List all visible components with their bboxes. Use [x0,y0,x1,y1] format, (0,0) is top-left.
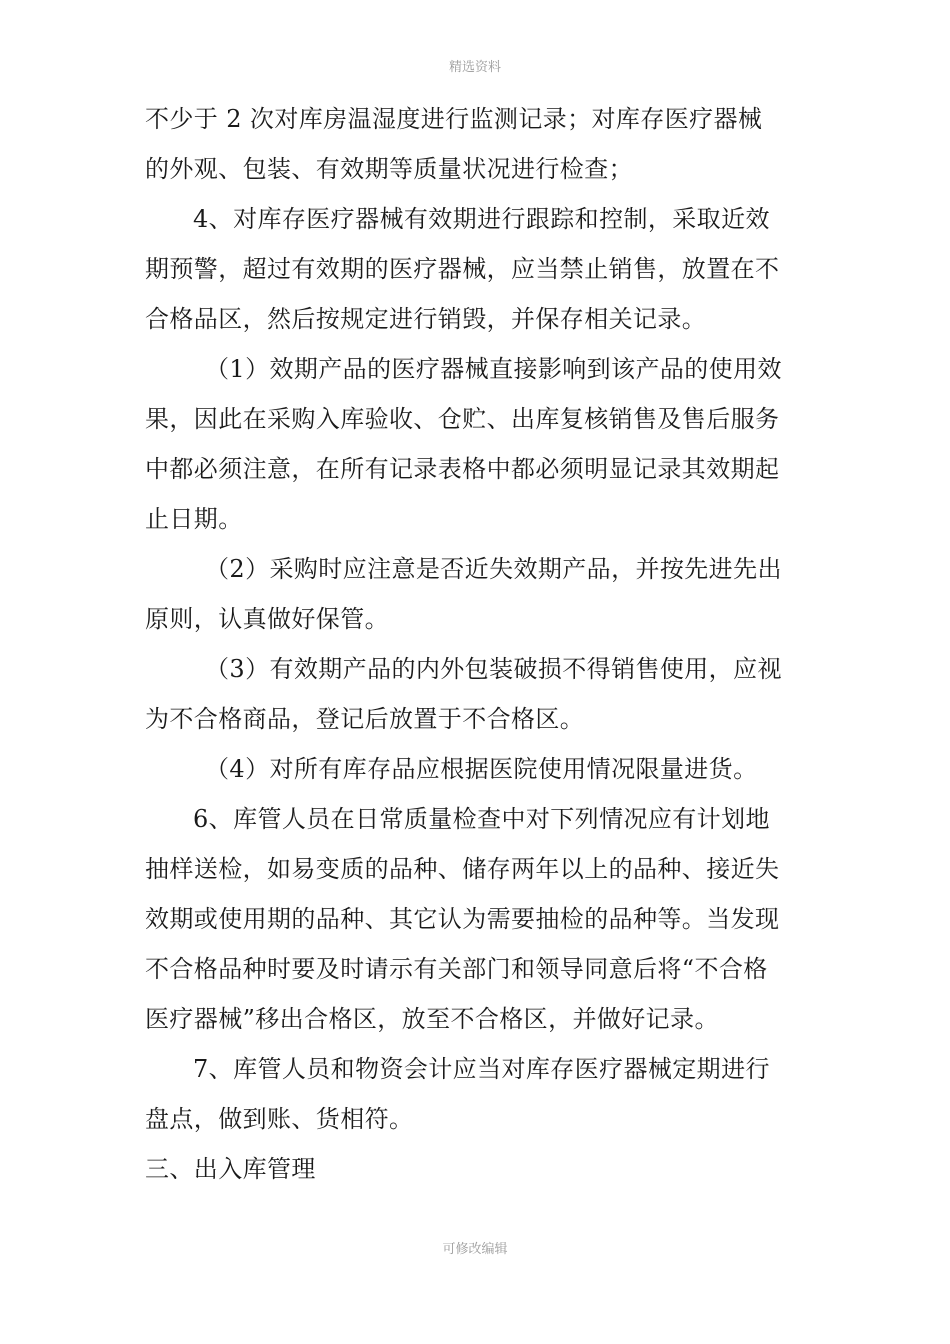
text-line: 盘点，做到账、货相符。 [145,1105,414,1133]
text-line: 止日期。 [145,505,243,533]
paragraph-6-start: 6、库管人员在日常质量检查中对下列情况应有计划地 [193,805,770,833]
item-4-start: （4）对所有库存品应根据医院使用情况限量进货。 [205,755,758,783]
text-line: 医疗器械”移出合格区，放至不合格区，并做好记录。 [145,1005,719,1033]
text-line: 为不合格商品，登记后放置于不合格区。 [145,705,585,733]
document-body [145,94,810,1194]
text-line: 不少于 2 次对库房温湿度进行监测记录；对库存医疗器械 [145,105,763,133]
page-footer: 可修改编辑 [442,1242,508,1257]
paragraph-7-start: 7、库管人员和物资会计应当对库存医疗器械定期进行 [193,1055,770,1083]
page-header: 精选资料 [448,60,501,75]
text-line: 中都必须注意，在所有记录表格中都必须明显记录其效期起 [145,455,780,483]
paragraph-4-start: 4、对库存医疗器械有效期进行跟踪和控制，采取近效 [193,205,770,233]
section-heading: 三、出入库管理 [145,1155,316,1183]
text-line: 期预警，超过有效期的医疗器械，应当禁止销售，放置在不 [145,255,780,283]
text-line: 的外观、包装、有效期等质量状况进行检查； [145,155,633,183]
text-line: 果，因此在采购入库验收、仓贮、出库复核销售及售后服务 [145,405,780,433]
text-line: 抽样送检，如易变质的品种、储存两年以上的品种、接近失 [145,855,780,883]
text-line: 原则，认真做好保管。 [145,605,389,633]
item-1-start: （1）效期产品的医疗器械直接影响到该产品的使用效 [205,355,782,383]
item-2-start: （2）采购时应注意是否近失效期产品，并按先进先出 [205,555,782,583]
text-line: 合格品区，然后按规定进行销毁，并保存相关记录。 [145,305,707,333]
text-line: 效期或使用期的品种、其它认为需要抽检的品种等。当发现 [145,905,780,933]
text-line: 不合格品种时要及时请示有关部门和领导同意后将“不合格 [145,955,768,983]
item-3-start: （3）有效期产品的内外包装破损不得销售使用，应视 [205,655,782,683]
